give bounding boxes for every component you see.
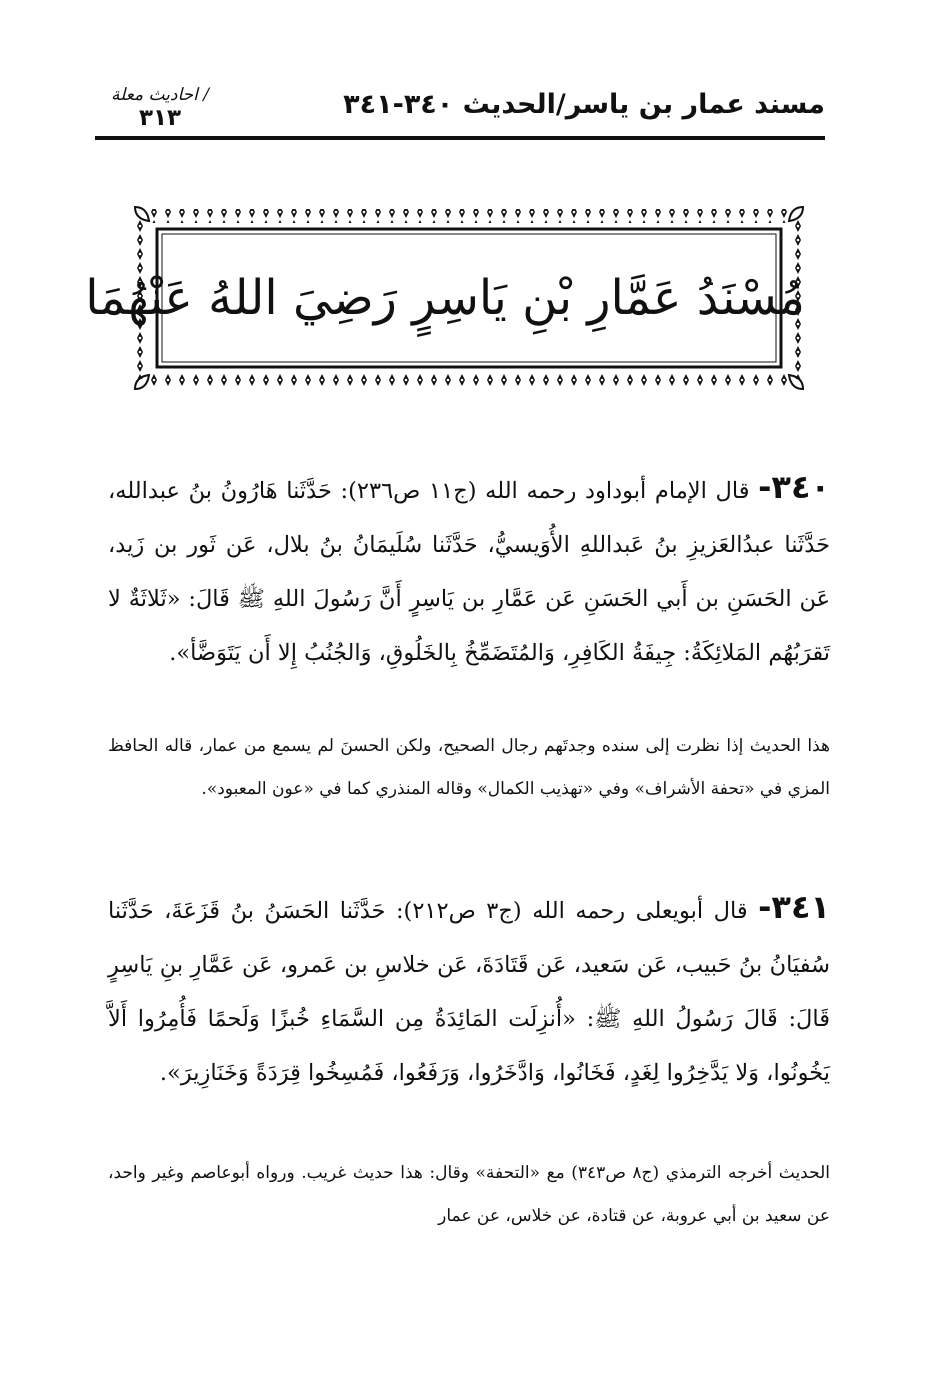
hadith-341 <box>108 880 830 1100</box>
page-number-box <box>95 85 225 131</box>
hadith-dash: - <box>758 468 772 506</box>
hadith-text: قال الإمام أبوداود رحمه الله (ج١١ ص٢٣٦): حَدَّثَنا هَارُونُ بنُ عبدالله، حَدَّثَنا عبدُالعَزيزِ بنُ عَبداللهِ الأُوَيسيُّ، حَدَّثَنا سُلَيمَانُ بنُ بلال، عَن ثَور بن زَيد، عَن الحَسَنِ بن أَبي الحَسَنِ عَن عَمَّارِ بن يَاسِرٍ أَنَّ رَسُولَ اللهِ ﷺ قَالَ: «ثَلاثَةٌ لا تَقرَبُهُم المَلائِكَةُ: جِيفَةُ الكَافِرِ، وَالمُتَضَمِّخُ بِالخَلُوقِ، وَالجُنُبُ إِلا أَن يَتَوَضَّأ». <box>108 478 830 666</box>
hadith-341-commentary: الحديث أخرجه الترمذي (ج٨ ص٣٤٣) مع «التحفة» وقال: هذا حديث غريب. ورواه أبوعاصم وغير واحد، عن سعيد بن أبي عروبة، عن قتادة، عن خلاس، عن عمار <box>108 1163 830 1226</box>
hadith-number: ٣٤١ <box>771 888 831 926</box>
hadith-340-commentary: هذا الحديث إذا نظرت إلى سنده وجدتَهم رجال الصحيح، ولكن الحسنَ لم يسمع من عمار، قاله الحافظ المزي في «تحفة الأشراف» وفي «تهذيب الكمال» وقاله المنذري كما في «عون المعبود». <box>108 736 830 799</box>
hadith-dash: - <box>758 888 772 926</box>
ornamental-title-frame <box>85 205 805 391</box>
page-number: ٣١٣ <box>138 105 182 131</box>
hadith-number: ٣٤٠ <box>771 468 831 506</box>
handwritten-note: / احاديث معلة <box>111 85 209 105</box>
running-title: مسند عمار بن ياسر/الحديث ٣٤٠-٣٤١ <box>343 89 825 120</box>
section-title: مُسْنَدُ عَمَّارِ بْنِ يَاسِرٍ رَضِيَ اللهُ عَنْهُمَا <box>85 270 805 326</box>
page-header <box>95 85 825 137</box>
hadith-340 <box>108 460 830 680</box>
hadith-text: قال أبويعلى رحمه الله (ج٣ ص٢١٢): حَدَّثَنا الحَسَنُ بنُ قَزَعَةَ، حَدَّثَنا سُفيَانُ بنُ حَبيب، عَن سَعيد، عَن قَتَادَةَ، عَن خلاسِ بن عَمرو، عَن عَمَّارِ بنِ يَاسِرٍ قَالَ: قَالَ رَسُولُ اللهِ ﷺ: «أُنزِلَت المَائِدَةُ مِن السَّمَاءِ خُبزًا وَلَحمًا فَأُمِرُوا أَلاَّ يَخُونُوا، وَلا يَدَّخِرُوا لِغَدٍ، فَخَانُوا، وَادَّخَرُوا، وَرَفَعُوا، فَمُسِخُوا قِرَدَةً وَخَنَازِيرَ». <box>108 898 830 1086</box>
header-rule <box>95 136 825 140</box>
